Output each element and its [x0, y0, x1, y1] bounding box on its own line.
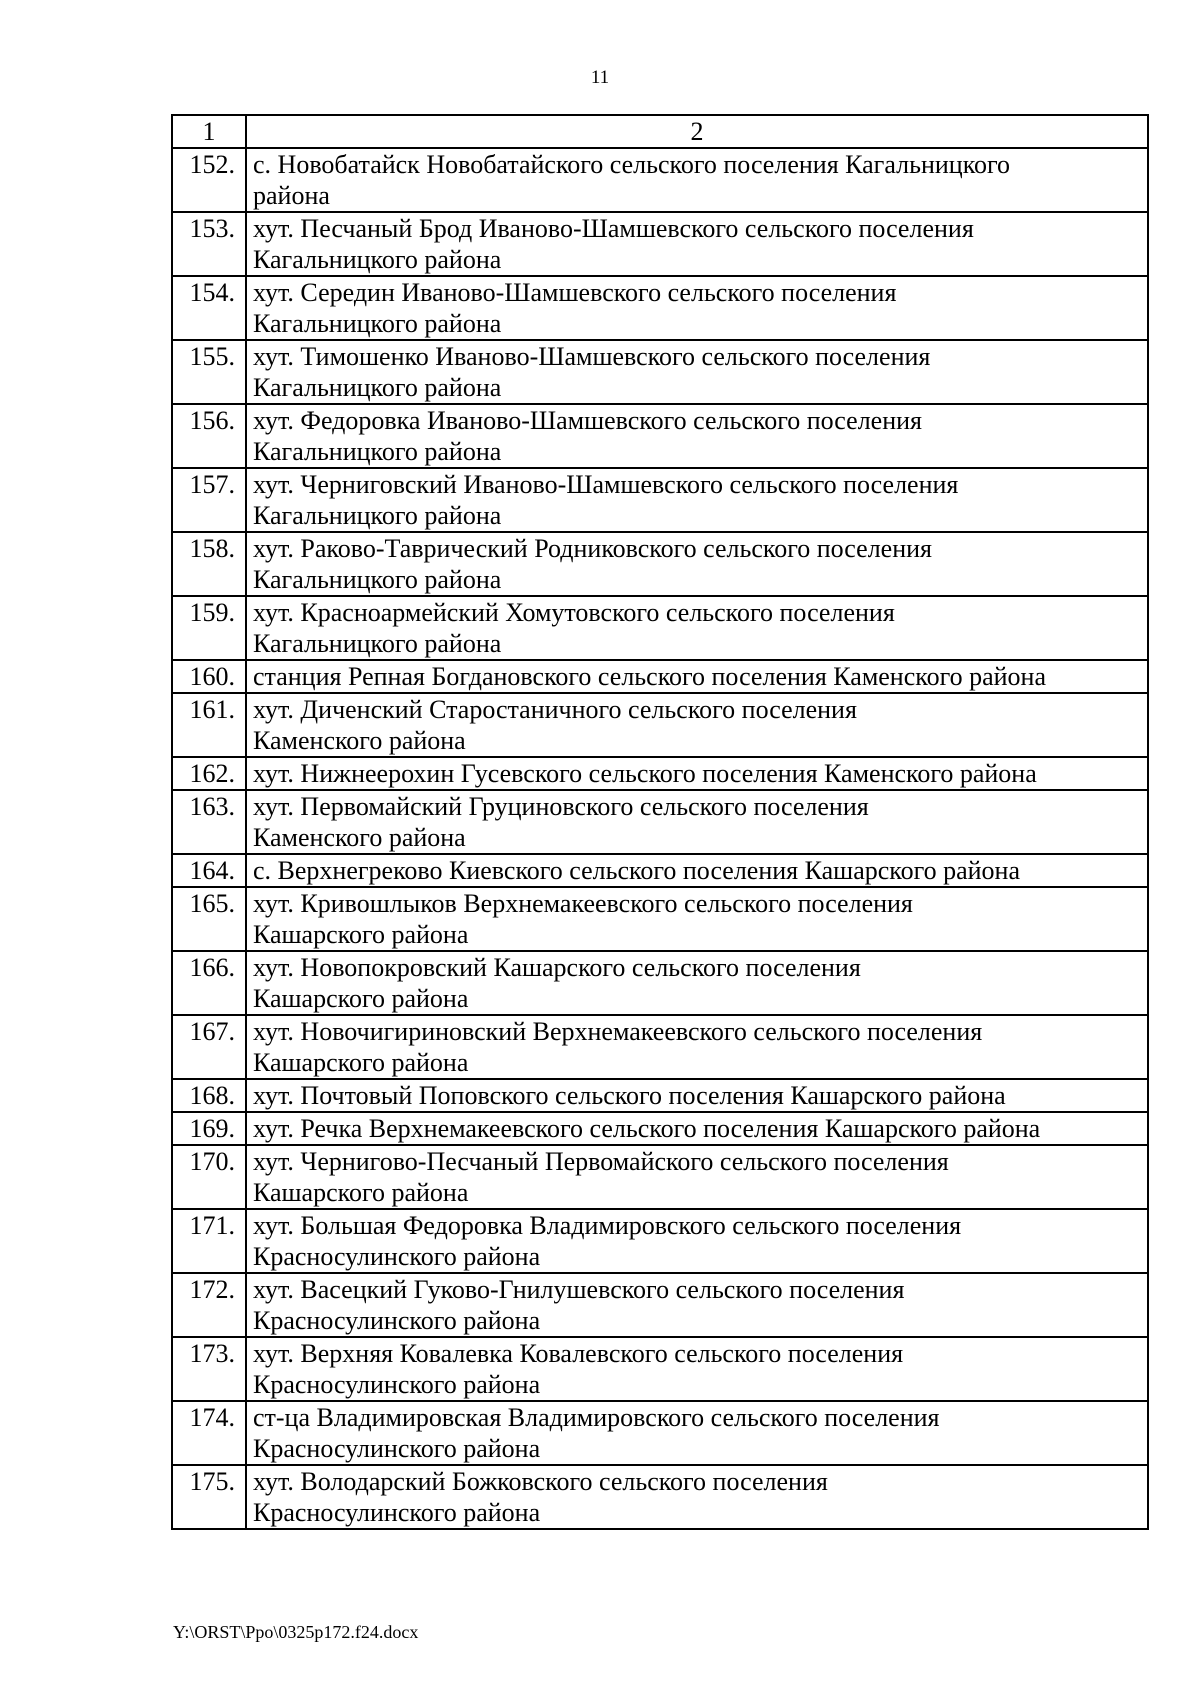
settlement-name-cell — [246, 276, 1148, 340]
settlement-name-cell — [246, 1112, 1148, 1145]
row-number: 154. — [172, 276, 246, 340]
settlement-name-cell — [246, 468, 1148, 532]
settlement-name-line1: хут. Кривошлыков Верхнемакеевского сельского поселения — [253, 889, 913, 918]
row-number: 162. — [172, 757, 246, 790]
table-row — [172, 1079, 1148, 1112]
row-number: 170. — [172, 1145, 246, 1209]
settlement-name-cell — [246, 596, 1148, 660]
settlement-name-line1: хут. Новопокровский Кашарского сельского поселения — [253, 953, 861, 982]
table-row — [172, 276, 1148, 340]
settlement-name-line1: хут. Большая Федоровка Владимировского сельского поселения — [253, 1211, 962, 1240]
settlement-name-line2: Кашарского района — [253, 920, 469, 949]
row-number: 161. — [172, 693, 246, 757]
settlement-name-line2: Красносулинского района — [253, 1434, 541, 1463]
row-number: 157. — [172, 468, 246, 532]
settlement-name-cell — [246, 757, 1148, 790]
settlement-name-line1: хут. Новочигириновский Верхнемакеевского сельского поселения — [253, 1017, 983, 1046]
row-number: 158. — [172, 532, 246, 596]
settlement-name-line1: хут. Верхняя Ковалевка Ковалевского сельского поселения — [253, 1339, 904, 1368]
settlement-name-line1: хут. Речка Верхнемакеевского сельского поселения Кашарского района — [253, 1114, 1041, 1143]
settlement-name-line1: хут. Чернигово-Песчаный Первомайского сельского поселения — [253, 1147, 949, 1176]
settlement-name-line2: Кагальницкого района — [253, 565, 502, 594]
settlement-name-line1: хут. Володарский Божковского сельского поселения — [253, 1467, 828, 1496]
row-number: 171. — [172, 1209, 246, 1273]
table-row — [172, 951, 1148, 1015]
settlement-name-line1: хут. Середин Иваново-Шамшевского сельского поселения — [253, 278, 897, 307]
settlement-name-cell — [246, 1337, 1148, 1401]
settlement-name-line2: Красносулинского района — [253, 1242, 541, 1271]
settlement-name-line1: с. Новобатайск Новобатайского сельского поселения Кагальницкого — [253, 150, 1011, 179]
settlement-name-cell — [246, 854, 1148, 887]
settlement-name-cell — [246, 1145, 1148, 1209]
settlement-name-cell — [246, 660, 1148, 693]
settlement-name-line2: Кагальницкого района — [253, 373, 502, 402]
settlement-name-line2: Каменского района — [253, 726, 466, 755]
settlement-name-cell — [246, 1273, 1148, 1337]
settlement-name-line1: хут. Первомайский Груциновского сельского поселения — [253, 792, 869, 821]
table-row — [172, 854, 1148, 887]
settlement-name-line1: хут. Красноармейский Хомутовского сельского поселения — [253, 598, 895, 627]
settlement-name-cell — [246, 887, 1148, 951]
row-number: 166. — [172, 951, 246, 1015]
settlement-name-line1: хут. Песчаный Брод Иваново-Шамшевского сельского поселения — [253, 214, 974, 243]
table-row — [172, 1209, 1148, 1273]
settlement-name-line2: Кагальницкого района — [253, 309, 502, 338]
table-row — [172, 1465, 1148, 1529]
table-row — [172, 596, 1148, 660]
row-number: 173. — [172, 1337, 246, 1401]
settlement-name-cell — [246, 693, 1148, 757]
row-number: 155. — [172, 340, 246, 404]
column-header-name: 2 — [246, 115, 1148, 148]
table-row — [172, 532, 1148, 596]
settlements-table — [171, 114, 1149, 1530]
settlement-name-line1: хут. Почтовый Поповского сельского поселения Кашарского района — [253, 1081, 1006, 1110]
settlement-name-line2: Красносулинского района — [253, 1498, 541, 1527]
settlement-name-line1: ст-ца Владимировская Владимировского сельского поселения — [253, 1403, 940, 1432]
row-number: 169. — [172, 1112, 246, 1145]
settlement-name-line2: Кашарского района — [253, 1048, 469, 1077]
table-header-row — [172, 115, 1148, 148]
settlement-name-cell — [246, 1015, 1148, 1079]
table-row — [172, 1337, 1148, 1401]
table-row — [172, 212, 1148, 276]
settlement-name-line1: хут. Нижнеерохин Гусевского сельского поселения Каменского района — [253, 759, 1037, 788]
settlement-name-cell — [246, 340, 1148, 404]
table-row — [172, 468, 1148, 532]
table-row — [172, 1015, 1148, 1079]
settlement-name-line1: хут. Тимошенко Иваново-Шамшевского сельского поселения — [253, 342, 931, 371]
settlement-name-cell — [246, 1079, 1148, 1112]
settlement-name-cell — [246, 532, 1148, 596]
table-row — [172, 404, 1148, 468]
table-row — [172, 148, 1148, 212]
footer-file-path: Y:\ORST\Ppo\0325p172.f24.docx — [173, 1622, 419, 1642]
table-row — [172, 1145, 1148, 1209]
settlement-name-line2: Кагальницкого района — [253, 501, 502, 530]
settlement-name-line2: Кагальницкого района — [253, 437, 502, 466]
table-row — [172, 340, 1148, 404]
row-number: 164. — [172, 854, 246, 887]
settlement-name-line2: района — [253, 181, 330, 210]
table-row — [172, 693, 1148, 757]
row-number: 159. — [172, 596, 246, 660]
table-row — [172, 887, 1148, 951]
settlement-name-cell — [246, 1465, 1148, 1529]
settlement-name-line1: хут. Федоровка Иваново-Шамшевского сельского поселения — [253, 406, 922, 435]
settlement-name-line1: хут. Васецкий Гуково-Гнилушевского сельского поселения — [253, 1275, 905, 1304]
table-row — [172, 660, 1148, 693]
table-row — [172, 1273, 1148, 1337]
settlement-name-cell — [246, 148, 1148, 212]
settlement-name-cell — [246, 1209, 1148, 1273]
settlement-name-cell — [246, 1401, 1148, 1465]
settlement-name-cell — [246, 790, 1148, 854]
settlement-name-cell — [246, 212, 1148, 276]
table-row — [172, 1112, 1148, 1145]
settlement-name-cell — [246, 404, 1148, 468]
settlement-name-line1: хут. Черниговский Иваново-Шамшевского сельского поселения — [253, 470, 959, 499]
table-row — [172, 757, 1148, 790]
table-row — [172, 790, 1148, 854]
row-number: 167. — [172, 1015, 246, 1079]
settlement-name-cell — [246, 951, 1148, 1015]
settlement-name-line2: Красносулинского района — [253, 1370, 541, 1399]
settlement-name-line2: Кашарского района — [253, 1178, 469, 1207]
row-number: 174. — [172, 1401, 246, 1465]
settlement-name-line2: Красносулинского района — [253, 1306, 541, 1335]
table-row — [172, 1401, 1148, 1465]
row-number: 165. — [172, 887, 246, 951]
page-number: 11 — [590, 67, 610, 88]
row-number: 172. — [172, 1273, 246, 1337]
settlement-name-line1: хут. Раково-Таврический Родниковского сельского поселения — [253, 534, 932, 563]
row-number: 152. — [172, 148, 246, 212]
row-number: 168. — [172, 1079, 246, 1112]
settlement-name-line1: хут. Диченский Старостаничного сельского поселения — [253, 695, 857, 724]
settlement-name-line1: с. Верхнегреково Киевского сельского поселения Кашарского района — [253, 856, 1021, 885]
row-number: 160. — [172, 660, 246, 693]
row-number: 156. — [172, 404, 246, 468]
settlement-name-line2: Кашарского района — [253, 984, 469, 1013]
settlement-name-line1: станция Репная Богдановского сельского поселения Каменского района — [253, 662, 1046, 691]
row-number: 175. — [172, 1465, 246, 1529]
settlement-name-line2: Кагальницкого района — [253, 245, 502, 274]
settlement-name-line2: Каменского района — [253, 823, 466, 852]
column-header-number: 1 — [172, 115, 246, 148]
settlement-name-line2: Кагальницкого района — [253, 629, 502, 658]
row-number: 153. — [172, 212, 246, 276]
row-number: 163. — [172, 790, 246, 854]
